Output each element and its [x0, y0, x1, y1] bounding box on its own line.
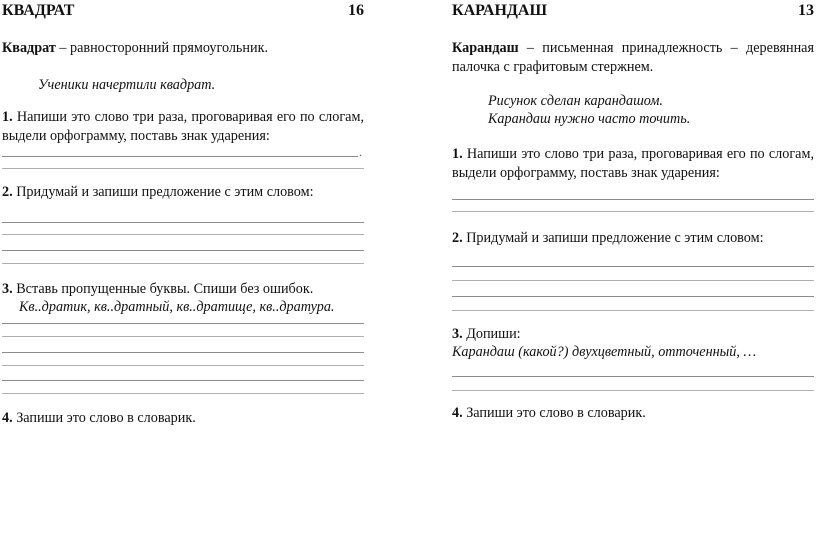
left-task4 [2, 409, 364, 428]
left-task3-line-5[interactable] [2, 380, 364, 381]
right-task1-number: 1. [452, 146, 463, 162]
left-page [2, 0, 364, 544]
left-task3-text: Вставь пропущенные буквы. Спиши без ошибок. [12, 281, 314, 297]
left-task1-text: Напиши это слово три раза, проговаривая его по слогам, выдели орфограмму, поставь знак ударения: [2, 109, 364, 144]
left-task2-line-2[interactable] [2, 234, 364, 235]
left-task3-line-4[interactable] [2, 365, 364, 366]
right-task2-text: Придумай и запиши предложение с этим словом: [462, 230, 764, 246]
right-example-2: Карандаш нужно часто точить. [488, 111, 691, 127]
left-header [2, 1, 364, 23]
right-task1-text: Напиши это слово три раза, проговаривая его по слогам, выдели орфограмму, поставь знак ударения: [452, 146, 814, 181]
right-task3-line-1[interactable] [452, 376, 814, 377]
left-task3-line-6[interactable] [2, 393, 364, 394]
left-task2-line-4[interactable] [2, 263, 364, 264]
right-task2 [452, 229, 814, 248]
left-task1-line-2[interactable] [2, 168, 364, 169]
left-task2 [2, 183, 364, 202]
right-page-title: КАРАНДАШ [452, 2, 548, 19]
right-task2-line-2[interactable] [452, 280, 814, 281]
right-task4 [452, 404, 814, 423]
left-task3-number: 3. [2, 281, 13, 297]
right-page [452, 0, 814, 544]
left-definition [2, 39, 364, 58]
right-page-number: 13 [798, 2, 814, 19]
left-task1 [2, 108, 364, 146]
right-task1-line-1[interactable] [452, 199, 814, 200]
left-task4-text: Запиши это слово в словарик. [12, 410, 196, 426]
left-task3-line-2[interactable] [2, 336, 364, 337]
right-task2-line-4[interactable] [452, 310, 814, 311]
right-task3 [452, 325, 814, 344]
left-task3-line-3[interactable] [2, 352, 364, 353]
left-task3 [2, 280, 364, 299]
left-task2-line-3[interactable] [2, 250, 364, 251]
right-task2-number: 2. [452, 230, 463, 246]
left-definition-term: Квадрат [2, 40, 56, 56]
right-task4-number: 4. [452, 405, 463, 421]
right-task3-phrase: Карандаш (какой?) двухцветный, отточенный, … [452, 344, 757, 360]
right-header [452, 1, 814, 23]
right-example-1: Рисунок сделан карандашом. [488, 93, 663, 109]
left-example: Ученики начертили квадрат. [38, 77, 216, 93]
right-task1-line-2[interactable] [452, 211, 814, 212]
left-task3-line-1[interactable] [2, 323, 364, 324]
right-definition-text: – письменная принадлежность – деревянная палочка с графитовым стержнем. [452, 40, 814, 75]
right-task2-line-1[interactable] [452, 266, 814, 267]
right-task2-line-3[interactable] [452, 296, 814, 297]
right-task3-text: Допиши: [462, 326, 521, 342]
left-task2-text: Придумай и запиши предложение с этим словом: [12, 184, 314, 200]
left-page-number: 16 [348, 2, 364, 19]
left-task2-line-1[interactable] [2, 222, 364, 223]
right-task4-text: Запиши это слово в словарик. [462, 405, 646, 421]
left-definition-text: – равносторонний прямоугольник. [55, 40, 269, 56]
right-task3-number: 3. [452, 326, 463, 342]
left-task1-line-dot: . [359, 145, 362, 159]
left-task4-number: 4. [2, 410, 13, 426]
left-task2-number: 2. [2, 184, 13, 200]
left-page-title: КВАДРАТ [2, 2, 75, 19]
right-definition [452, 39, 814, 77]
left-task3-words: Кв..дратик, кв..дратный, кв..дратище, кв..дратура. [19, 299, 335, 315]
right-task1 [452, 145, 814, 183]
left-task1-number: 1. [2, 109, 13, 125]
right-task3-line-2[interactable] [452, 390, 814, 391]
right-definition-term: Карандаш [452, 40, 519, 56]
left-task1-line-1[interactable] [2, 156, 358, 157]
